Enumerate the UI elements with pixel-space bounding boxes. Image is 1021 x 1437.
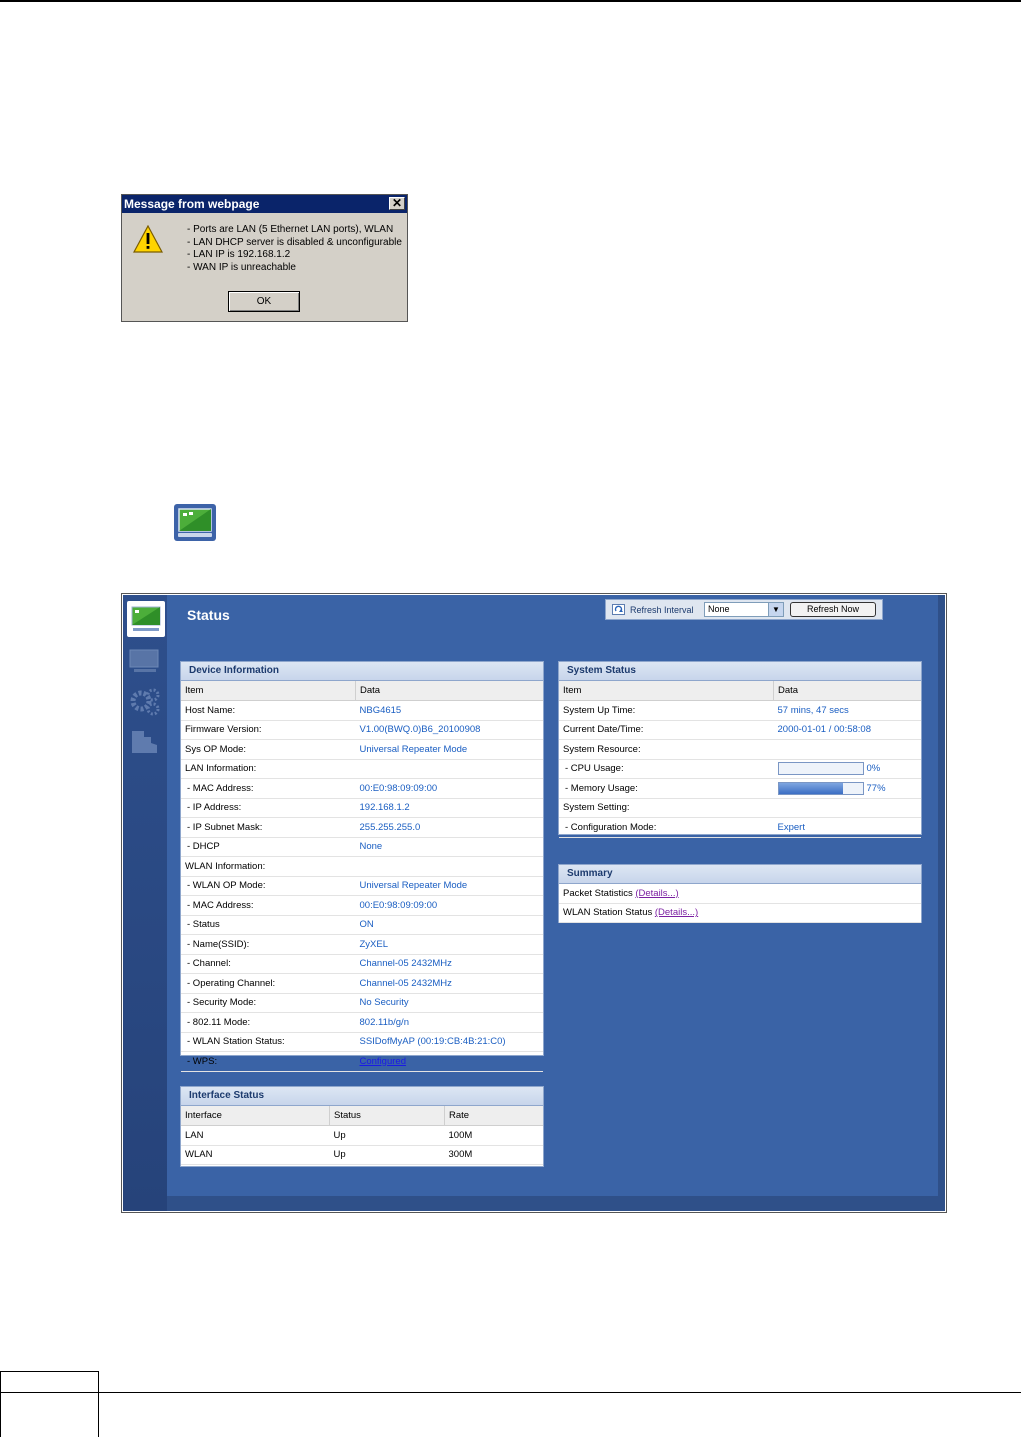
table-row bbox=[559, 720, 921, 740]
monitor-icon[interactable] bbox=[127, 601, 165, 637]
footer-rule bbox=[0, 1392, 1021, 1393]
row-label: - Configuration Mode: bbox=[559, 818, 774, 838]
row-label: - IP Address: bbox=[181, 798, 356, 818]
row-value: No Security bbox=[356, 993, 544, 1013]
column-header: Status bbox=[330, 1106, 445, 1126]
row-label: LAN Information: bbox=[181, 759, 356, 779]
table-row bbox=[181, 993, 543, 1013]
row-label: System Up Time: bbox=[559, 701, 774, 721]
table-row bbox=[181, 1052, 543, 1072]
row-label: - IP Subnet Mask: bbox=[181, 818, 356, 838]
status-screen bbox=[121, 593, 947, 1213]
row-label: - 802.11 Mode: bbox=[181, 1013, 356, 1033]
interface-status-cell: Up bbox=[330, 1145, 445, 1165]
column-header: Rate bbox=[445, 1106, 544, 1126]
row-label: - MAC Address: bbox=[181, 779, 356, 799]
row-label: - Status bbox=[181, 915, 356, 935]
row-value: 57 mins, 47 secs bbox=[774, 701, 922, 721]
row-value: Universal Repeater Mode bbox=[356, 876, 544, 896]
row-label: Current Date/Time: bbox=[559, 720, 774, 740]
table-row bbox=[559, 818, 921, 838]
row-value: Channel-05 2432MHz bbox=[356, 974, 544, 994]
summary-table bbox=[559, 884, 921, 923]
interface-status-cell: Up bbox=[330, 1126, 445, 1146]
row-label: WLAN Information: bbox=[181, 857, 356, 877]
packet-statistics-label: Packet Statistics bbox=[563, 887, 633, 899]
panel-title: Summary bbox=[559, 865, 921, 884]
row-value: Channel-05 2432MHz bbox=[356, 954, 544, 974]
panel-title: System Status bbox=[559, 662, 921, 681]
message-dialog bbox=[121, 194, 408, 322]
row-label: - Channel: bbox=[181, 954, 356, 974]
row-value: None bbox=[356, 837, 544, 857]
row-value: NBG4615 bbox=[356, 701, 544, 721]
row-value: V1.00(BWQ.0)B6_20100908 bbox=[356, 720, 544, 740]
memory-usage-text: 77% bbox=[866, 782, 886, 794]
dialog-line: - LAN DHCP server is disabled & unconfigurable bbox=[187, 236, 402, 248]
table-row bbox=[559, 740, 921, 760]
table-row bbox=[181, 759, 543, 779]
table-row bbox=[181, 798, 543, 818]
dialog-line: - Ports are LAN (5 Ethernet LAN ports), WLAN bbox=[187, 224, 394, 235]
left-navigation bbox=[123, 595, 167, 1211]
row-value: Expert bbox=[774, 818, 922, 838]
table-row bbox=[181, 896, 543, 916]
content-area bbox=[167, 595, 938, 1196]
wlan-station-status-label: WLAN Station Status bbox=[563, 907, 653, 919]
dialog-titlebar bbox=[122, 195, 407, 213]
summary-panel bbox=[558, 864, 922, 923]
table-row bbox=[181, 1145, 543, 1165]
device-information-panel bbox=[180, 661, 544, 1067]
row-value: SSIDofMyAP (00:19:CB:4B:21:C0) bbox=[356, 1032, 544, 1052]
cpu-usage-bar bbox=[778, 762, 864, 775]
column-header: Data bbox=[774, 681, 922, 701]
row-value: ON bbox=[356, 915, 544, 935]
dialog-message bbox=[187, 224, 402, 274]
row-label: Host Name: bbox=[181, 701, 356, 721]
status-monitor-icon bbox=[174, 504, 216, 541]
dialog-title: Message from webpage bbox=[124, 197, 260, 211]
interface-rate-cell: 100M bbox=[445, 1126, 544, 1146]
table-row bbox=[181, 701, 543, 721]
row-label: System Resource: bbox=[559, 740, 774, 760]
memory-usage-bar bbox=[778, 782, 864, 795]
table-row bbox=[181, 935, 543, 955]
configuration-icon[interactable] bbox=[127, 642, 163, 678]
row-label: - Security Mode: bbox=[181, 993, 356, 1013]
refresh-interval-value: None bbox=[708, 604, 730, 614]
row-value: 255.255.255.0 bbox=[356, 818, 544, 838]
column-header: Item bbox=[181, 681, 356, 701]
close-icon[interactable]: ✕ bbox=[389, 197, 405, 210]
table-row bbox=[181, 974, 543, 994]
row-label: Firmware Version: bbox=[181, 720, 356, 740]
wlan-station-status-details-link[interactable]: (Details...) bbox=[654, 907, 699, 919]
column-header: Data bbox=[356, 681, 544, 701]
refresh-interval-select[interactable] bbox=[704, 602, 784, 617]
table-row bbox=[181, 1126, 543, 1146]
table-header-row bbox=[181, 681, 543, 701]
table-row bbox=[181, 876, 543, 896]
row-value bbox=[356, 1052, 544, 1072]
cpu-usage-text: 0% bbox=[866, 763, 881, 775]
row-label: Sys OP Mode: bbox=[181, 740, 356, 760]
maintenance-icon[interactable] bbox=[127, 723, 163, 759]
table-row bbox=[559, 779, 921, 799]
row-value: 192.168.1.2 bbox=[356, 798, 544, 818]
row-label: - MAC Address: bbox=[181, 896, 356, 916]
interface-interface-cell: LAN bbox=[181, 1126, 330, 1146]
gear-icon[interactable] bbox=[127, 683, 163, 719]
table-row bbox=[559, 903, 921, 923]
row-value bbox=[356, 759, 544, 779]
row-label: - CPU Usage: bbox=[559, 759, 774, 779]
table-row bbox=[181, 915, 543, 935]
packet-statistics-details-link[interactable]: (Details...) bbox=[635, 887, 679, 899]
refresh-interval-label: Refresh Interval bbox=[630, 605, 694, 615]
chevron-down-icon[interactable]: ▼ bbox=[768, 603, 783, 616]
column-header: Interface bbox=[181, 1106, 330, 1126]
row-value: 2000-01-01 / 00:58:08 bbox=[774, 720, 922, 740]
dialog-line: - LAN IP is 192.168.1.2 bbox=[187, 249, 291, 261]
panel-title: Interface Status bbox=[181, 1087, 543, 1106]
system-status-panel bbox=[558, 661, 922, 835]
panel-title: Device Information bbox=[181, 662, 543, 681]
interface-rate-cell: 300M bbox=[445, 1145, 544, 1165]
table-header-row bbox=[181, 1106, 543, 1126]
wps-configured-link[interactable]: Configured bbox=[359, 1055, 406, 1067]
top-rule bbox=[0, 0, 1021, 2]
row-label: - Operating Channel: bbox=[181, 974, 356, 994]
row-label: - WPS: bbox=[181, 1052, 356, 1072]
table-row bbox=[181, 740, 543, 760]
warning-icon bbox=[133, 225, 163, 253]
table-row bbox=[181, 1013, 543, 1033]
row-value bbox=[774, 798, 922, 818]
row-label: - WLAN Station Status: bbox=[181, 1032, 356, 1052]
row-value bbox=[774, 779, 922, 799]
refresh-toolbar bbox=[605, 599, 883, 620]
table-row bbox=[181, 818, 543, 838]
row-value bbox=[774, 740, 922, 760]
main-area bbox=[167, 595, 945, 1211]
page-title: Status bbox=[187, 607, 230, 623]
summary-item bbox=[559, 903, 921, 923]
row-label: - DHCP bbox=[181, 837, 356, 857]
table-row bbox=[181, 857, 543, 877]
interface-status-panel bbox=[180, 1086, 544, 1167]
table-header-row bbox=[559, 681, 921, 701]
table-row bbox=[559, 884, 921, 903]
interface-status-table bbox=[181, 1106, 543, 1165]
interface-interface-cell: WLAN bbox=[181, 1145, 330, 1165]
refresh-now-button[interactable]: Refresh Now bbox=[790, 602, 876, 617]
table-row bbox=[181, 954, 543, 974]
page-number-box bbox=[0, 1371, 99, 1437]
row-label: - Memory Usage: bbox=[559, 779, 774, 799]
row-value: ZyXEL bbox=[356, 935, 544, 955]
row-value bbox=[774, 759, 922, 779]
summary-item bbox=[559, 884, 921, 903]
table-row bbox=[559, 759, 921, 779]
ok-button[interactable]: OK bbox=[228, 291, 300, 312]
row-value: 00:E0:98:09:09:00 bbox=[356, 896, 544, 916]
row-value: 00:E0:98:09:09:00 bbox=[356, 779, 544, 799]
table-row bbox=[181, 837, 543, 857]
column-header: Item bbox=[559, 681, 774, 701]
table-row bbox=[181, 779, 543, 799]
table-row bbox=[181, 1032, 543, 1052]
device-information-table bbox=[181, 681, 543, 1072]
row-value: 802.11b/g/n bbox=[356, 1013, 544, 1033]
row-value: Universal Repeater Mode bbox=[356, 740, 544, 760]
row-label: - WLAN OP Mode: bbox=[181, 876, 356, 896]
table-row bbox=[181, 720, 543, 740]
refresh-icon bbox=[612, 604, 626, 616]
system-status-table bbox=[559, 681, 921, 838]
row-value bbox=[356, 857, 544, 877]
table-row bbox=[559, 798, 921, 818]
table-row bbox=[559, 701, 921, 721]
row-label: System Setting: bbox=[559, 798, 774, 818]
dialog-line: - WAN IP is unreachable bbox=[187, 261, 296, 273]
row-label: - Name(SSID): bbox=[181, 935, 356, 955]
memory-usage-fill bbox=[779, 783, 844, 794]
